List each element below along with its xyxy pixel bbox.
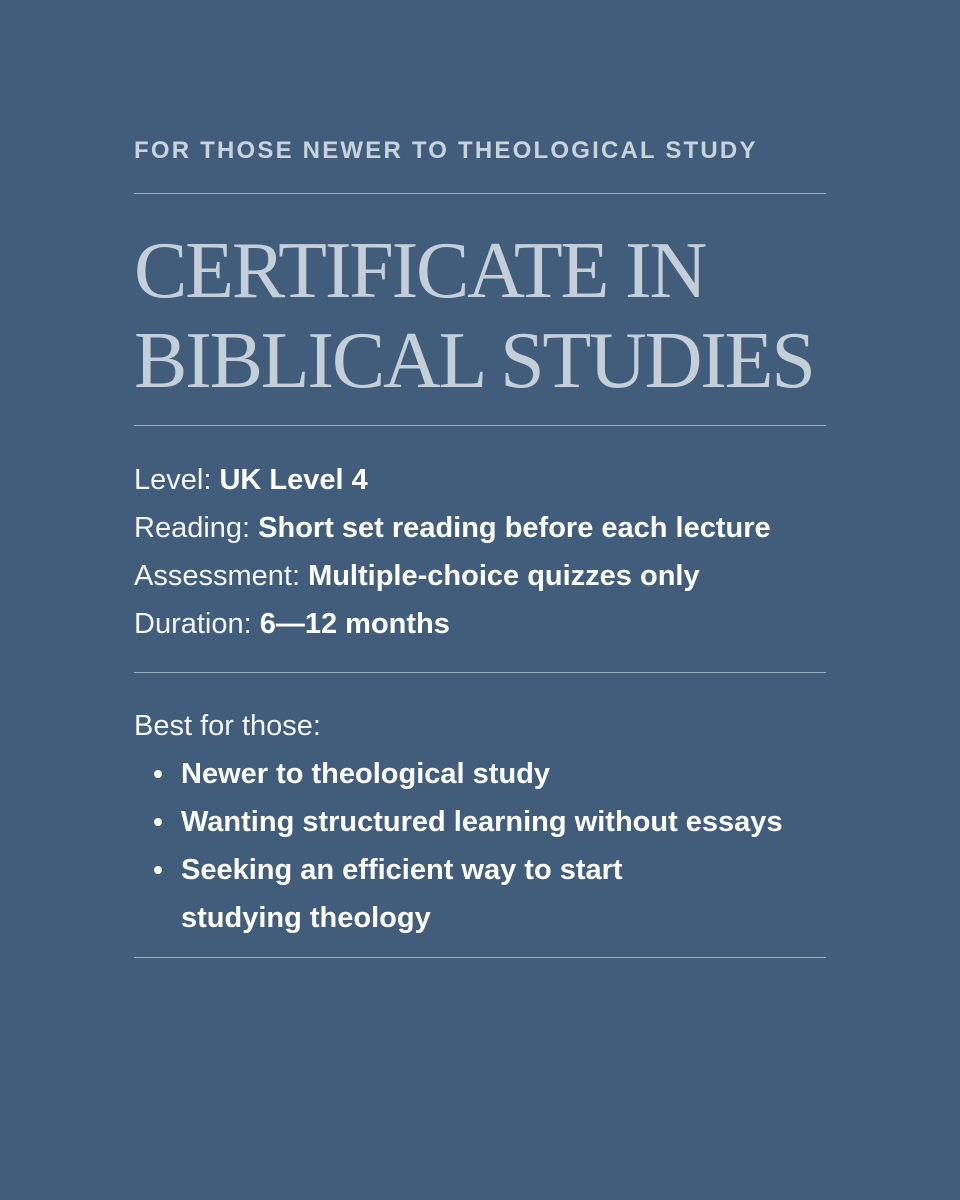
- course-title: [134, 226, 834, 406]
- divider: [134, 193, 826, 194]
- detail-assessment: [134, 552, 771, 600]
- detail-label: Level:: [134, 464, 212, 496]
- detail-level: [134, 456, 771, 504]
- divider: [134, 425, 826, 426]
- detail-label: Duration:: [134, 608, 252, 640]
- list-item: [134, 750, 826, 798]
- list-item-text: Wanting structured learning without essays: [181, 806, 783, 838]
- course-details-list: [134, 456, 771, 648]
- best-for-list: [134, 750, 826, 942]
- bullet-icon: [154, 866, 162, 874]
- detail-value: UK Level 4: [219, 464, 368, 496]
- divider: [134, 957, 826, 958]
- list-item-text-continued: studying theology: [181, 902, 431, 934]
- detail-label: Assessment:: [134, 560, 300, 592]
- best-for-heading: Best for those:: [134, 710, 321, 742]
- list-item: [134, 798, 826, 846]
- course-title-line-1: CERTIFICATE IN: [134, 227, 706, 315]
- detail-duration: [134, 600, 771, 648]
- list-item-text: Seeking an efficient way to start: [181, 854, 623, 886]
- detail-value: Short set reading before each lecture: [258, 512, 771, 544]
- audience-eyebrow: FOR THOSE NEWER TO THEOLOGICAL STUDY: [134, 137, 758, 164]
- bullet-icon: [154, 770, 162, 778]
- list-item: [134, 846, 826, 942]
- list-item-text: Newer to theological study: [181, 758, 550, 790]
- divider: [134, 672, 826, 673]
- detail-value: Multiple-choice quizzes only: [308, 560, 700, 592]
- bullet-icon: [154, 818, 162, 826]
- detail-label: Reading:: [134, 512, 251, 544]
- detail-reading: [134, 504, 771, 552]
- detail-value: 6—12 months: [259, 608, 450, 640]
- course-title-line-2: BIBLICAL STUDIES: [134, 317, 814, 405]
